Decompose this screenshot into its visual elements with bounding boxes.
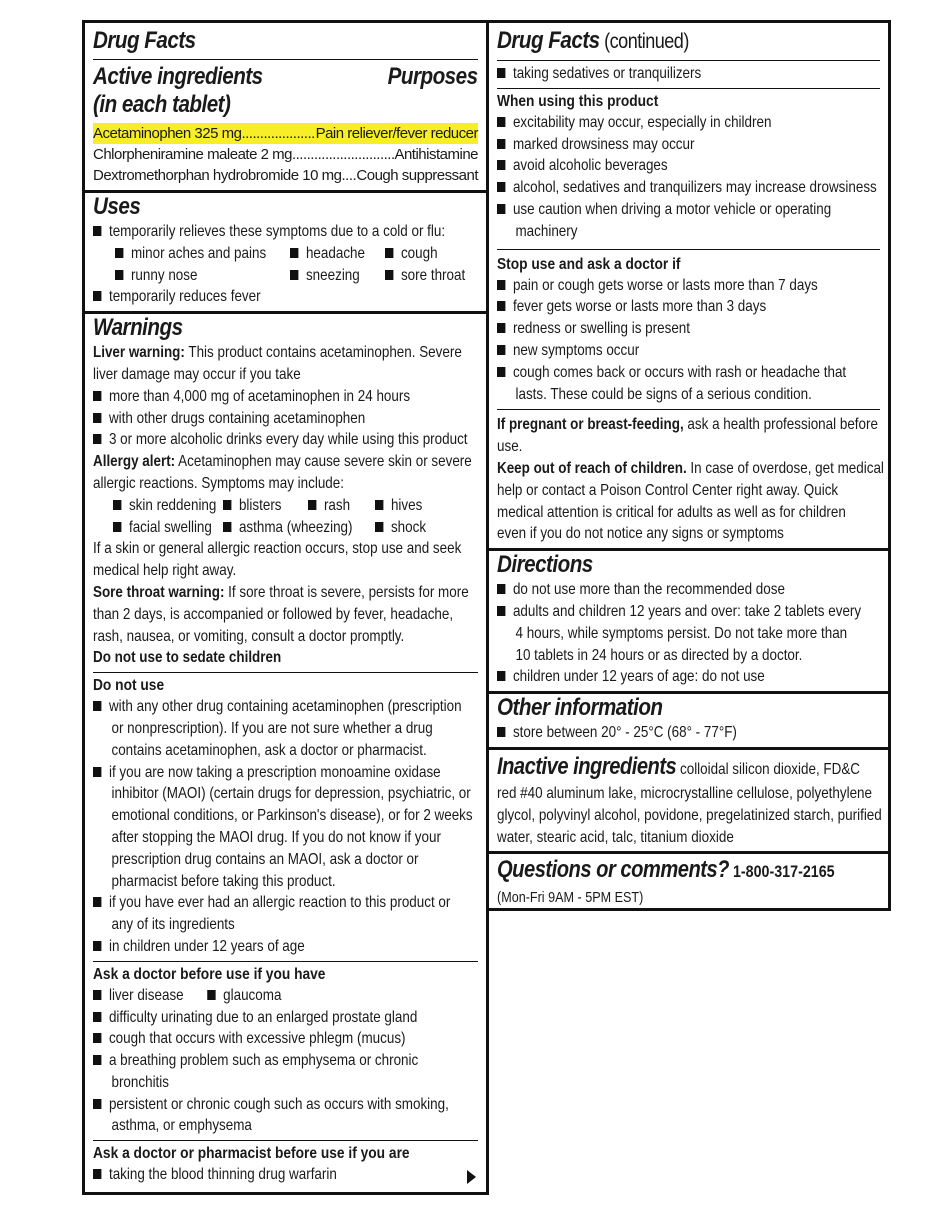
list-item-cont: or nonprescription). If you are not sure whether a drug xyxy=(111,719,433,737)
panel-title-continued: Drug Facts (continued) xyxy=(497,27,689,54)
purposes-heading: Purposes xyxy=(388,63,478,90)
list-item: temporarily reduces fever xyxy=(93,286,416,308)
warnings-heading: Warnings xyxy=(93,314,183,342)
symptom-item: rash xyxy=(308,495,364,517)
drug-facts-panel-right xyxy=(486,20,891,911)
list-item-cont: contains acetaminophen, ask a doctor or pharmacist. xyxy=(111,741,427,759)
list-item: taking the blood thinning drug warfarin xyxy=(93,1164,416,1186)
liver-warning-cont: liver damage may occur if you take xyxy=(93,365,301,383)
do-not-use-heading: Do not use xyxy=(93,677,165,695)
list-item: new symptoms occur xyxy=(497,340,819,362)
ask-doctor-heading: Ask a doctor before use if you have xyxy=(93,965,326,983)
active-ingredients-heading: Active ingredients xyxy=(93,63,263,90)
uses-heading: Uses xyxy=(93,193,141,220)
uses-section xyxy=(85,193,486,308)
list-item: persistent or chronic cough such as occurs with smoking, xyxy=(93,1094,416,1116)
bullet-icon xyxy=(497,367,505,377)
list-item: use caution when driving a motor vehicle or operating xyxy=(497,199,819,221)
directions-section xyxy=(489,551,888,688)
symptom-item: blisters xyxy=(223,495,294,517)
ingredient-purpose: Cough suppressant xyxy=(356,167,478,184)
symptom-item: sneezing xyxy=(290,265,370,287)
symptom-item: skin reddening xyxy=(113,495,205,517)
list-item: difficulty urinating due to an enlarged prostate gland xyxy=(93,1007,416,1029)
list-item-cont: 4 hours, while symptoms persist. Do not take more than xyxy=(515,624,848,642)
bullet-icon xyxy=(497,204,505,214)
symptom-item: asthma (wheezing) xyxy=(223,517,294,539)
list-item-cont: pharmacist before taking this product. xyxy=(111,872,336,890)
ingredient-name: Chlorpheniramine maleate 2 mg xyxy=(93,146,292,163)
list-item: if you have ever had an allergic reaction to this product or xyxy=(93,892,416,914)
sedate-warning: Do not use to sedate children xyxy=(93,649,282,667)
directions-heading: Directions xyxy=(497,551,593,579)
list-item-cont: any of its ingredients xyxy=(111,916,235,934)
when-using-heading: When using this product xyxy=(497,92,659,110)
active-ingredients-subheading: (in each tablet) xyxy=(93,91,231,118)
bullet-icon xyxy=(93,1099,101,1109)
list-item-cont: emotional conditions, or Parkinson's disease), or for 2 weeks xyxy=(111,807,473,825)
bullet-icon xyxy=(497,301,505,311)
list-item: with other drugs containing acetaminophen xyxy=(93,408,416,430)
leader-dots xyxy=(241,123,315,144)
ask-pharmacist-heading: Ask a doctor or pharmacist before use if you are xyxy=(93,1145,410,1163)
sore-throat-cont: than 2 days, is accompanied or followed by fever, headache, xyxy=(93,605,454,623)
list-item: with any other drug containing acetaminophen (prescription xyxy=(93,696,416,718)
questions-heading: Questions or comments? xyxy=(497,856,729,884)
list-item: temporarily relieves these symptoms due to a cold or flu: xyxy=(93,221,416,243)
bullet-icon xyxy=(497,584,505,594)
bullet-icon xyxy=(497,160,505,170)
when-using-section xyxy=(489,89,888,243)
list-item: cough that occurs with excessive phlegm (mucus) xyxy=(93,1028,416,1050)
list-item-cont: machinery xyxy=(515,222,578,240)
allergy-after-cont: medical help right away. xyxy=(93,562,237,580)
do-not-use-section xyxy=(85,673,486,958)
ask-pharmacist-section xyxy=(85,1141,486,1186)
allergy-alert-cont: allergic reactions. Symptoms may include: xyxy=(93,474,344,492)
list-item: marked drowsiness may occur xyxy=(497,134,819,156)
warnings-section xyxy=(85,314,486,669)
bullet-icon xyxy=(497,345,505,355)
liver-warning: Liver warning: This product contains acetaminophen. Severe xyxy=(93,344,462,362)
bullet-icon xyxy=(93,941,101,951)
questions-section xyxy=(489,854,888,909)
symptom-item: shock xyxy=(375,517,434,539)
panel-title: Drug Facts xyxy=(93,27,196,54)
stop-use-heading: Stop use and ask a doctor if xyxy=(497,255,681,273)
sore-throat-cont: rash, nausea, or vomiting, consult a doctor promptly. xyxy=(93,627,405,645)
list-item: do not use more than the recommended dose xyxy=(497,579,819,601)
symptom-item: hives xyxy=(375,495,434,517)
list-item: if you are now taking a prescription monoamine oxidase xyxy=(93,762,416,784)
list-item: avoid alcoholic beverages xyxy=(497,155,819,177)
inactive-ingredients-section: Inactive ingredients colloidal silicon dioxide, FD&C red #40 aluminum lake, microcrystalline cellulose, polyethylene glycol, polyvinyl alcohol, povidone, pregelatinized starch, purified water, stearic acid, talc, titanium dioxide xyxy=(497,752,882,846)
list-item: taking sedatives or tranquilizers xyxy=(497,63,819,85)
list-item: in children under 12 years of age xyxy=(93,936,416,958)
bullet-icon xyxy=(93,701,101,711)
bullet-icon xyxy=(93,767,101,777)
list-item: cough comes back or occurs with rash or headache that xyxy=(497,362,819,384)
list-item-cont: lasts. These could be signs of a serious condition. xyxy=(515,385,812,403)
list-item: 3 or more alcoholic drinks every day while using this product xyxy=(93,429,416,451)
list-item: more than 4,000 mg of acetaminophen in 24 hours xyxy=(93,386,416,408)
allergy-alert: Allergy alert: Acetaminophen may cause severe skin or severe xyxy=(93,453,472,471)
active-ingredients-section xyxy=(85,60,486,186)
list-item: liver disease glaucoma xyxy=(93,985,416,1007)
symptom-item: cough xyxy=(385,243,461,265)
bullet-icon xyxy=(497,671,505,681)
list-item: redness or swelling is present xyxy=(497,318,819,340)
bullet-icon xyxy=(497,139,505,149)
list-item: adults and children 12 years and over: take 2 tablets every xyxy=(497,601,819,623)
other-information-heading: Other information xyxy=(497,694,663,722)
phone-number[interactable]: 1-800-317-2165 xyxy=(728,862,835,882)
list-item: alcohol, sedatives and tranquilizers may increase drowsiness xyxy=(497,177,819,199)
list-item-cont: inhibitor (MAOI) (certain drugs for depression, psychiatric, or xyxy=(111,785,471,803)
symptom-item: runny nose xyxy=(115,265,262,287)
stop-use-section xyxy=(489,250,888,406)
bullet-icon xyxy=(497,182,505,192)
sore-throat-warning: Sore throat warning: If sore throat is severe, persists for more xyxy=(93,583,469,601)
ingredient-row xyxy=(93,165,478,186)
continue-arrow-icon xyxy=(467,1170,476,1184)
bullet-icon xyxy=(93,897,101,907)
list-item-cont: prescription drug contains an MAOI, ask a doctor or xyxy=(111,850,419,868)
inactive-ingredients-heading: Inactive ingredients xyxy=(497,752,677,780)
symptom-item: headache xyxy=(290,243,370,265)
drug-facts-panel-left xyxy=(82,20,489,1195)
ingredient-name: Dextromethorphan hydrobromide 10 mg xyxy=(93,167,342,184)
symptom-item: facial swelling xyxy=(113,517,205,539)
list-item: store between 20° - 25°C (68° - 77°F) xyxy=(497,722,819,744)
pregnancy-section: If pregnant or breast-feeding, ask a health professional before use. Keep out of reach of children. In case of overdose, get medical help or contact a Poison Control Center right away. Quick medical attention is critical for adults as well as for children even if you do not notice any signs or symptoms xyxy=(497,416,884,543)
bullet-icon xyxy=(497,606,505,616)
list-item-cont: asthma, or emphysema xyxy=(111,1117,252,1135)
bullet-icon xyxy=(497,323,505,333)
bullet-icon xyxy=(93,1033,101,1043)
ingredient-purpose: Antihistamine xyxy=(394,146,478,163)
hours-text: (Mon-Fri 9AM - 5PM EST) xyxy=(497,889,644,907)
leader-dots xyxy=(292,144,395,165)
ingredient-row xyxy=(93,144,478,165)
symptom-item: minor aches and pains xyxy=(115,243,262,265)
list-item-cont: bronchitis xyxy=(111,1073,170,1091)
allergy-after: If a skin or general allergic reaction occurs, stop use and seek xyxy=(93,540,462,558)
list-item-cont: after stopping the MAOI drug. If you do not know if your xyxy=(111,828,441,846)
bullet-icon xyxy=(497,280,505,290)
ingredient-row xyxy=(93,123,478,144)
list-item: children under 12 years of age: do not use xyxy=(497,666,819,688)
bullet-icon xyxy=(497,117,505,127)
ingredient-name: Acetaminophen 325 mg xyxy=(93,125,242,142)
list-item-cont: 10 tablets in 24 hours or as directed by a doctor. xyxy=(515,646,803,664)
other-information-section xyxy=(489,694,888,744)
list-item: a breathing problem such as emphysema or chronic xyxy=(93,1050,416,1072)
symptom-item: sore throat xyxy=(385,265,461,287)
list-item: excitability may occur, especially in children xyxy=(497,112,819,134)
ask-doctor-section xyxy=(85,962,486,1138)
list-item: fever gets worse or lasts more than 3 days xyxy=(497,296,819,318)
leader-dots xyxy=(341,165,356,186)
list-item: pain or cough gets worse or lasts more than 7 days xyxy=(497,275,819,297)
ingredient-purpose: Pain reliever/fever reducer xyxy=(315,125,478,142)
bullet-icon xyxy=(93,1012,101,1022)
bullet-icon xyxy=(93,1055,101,1065)
